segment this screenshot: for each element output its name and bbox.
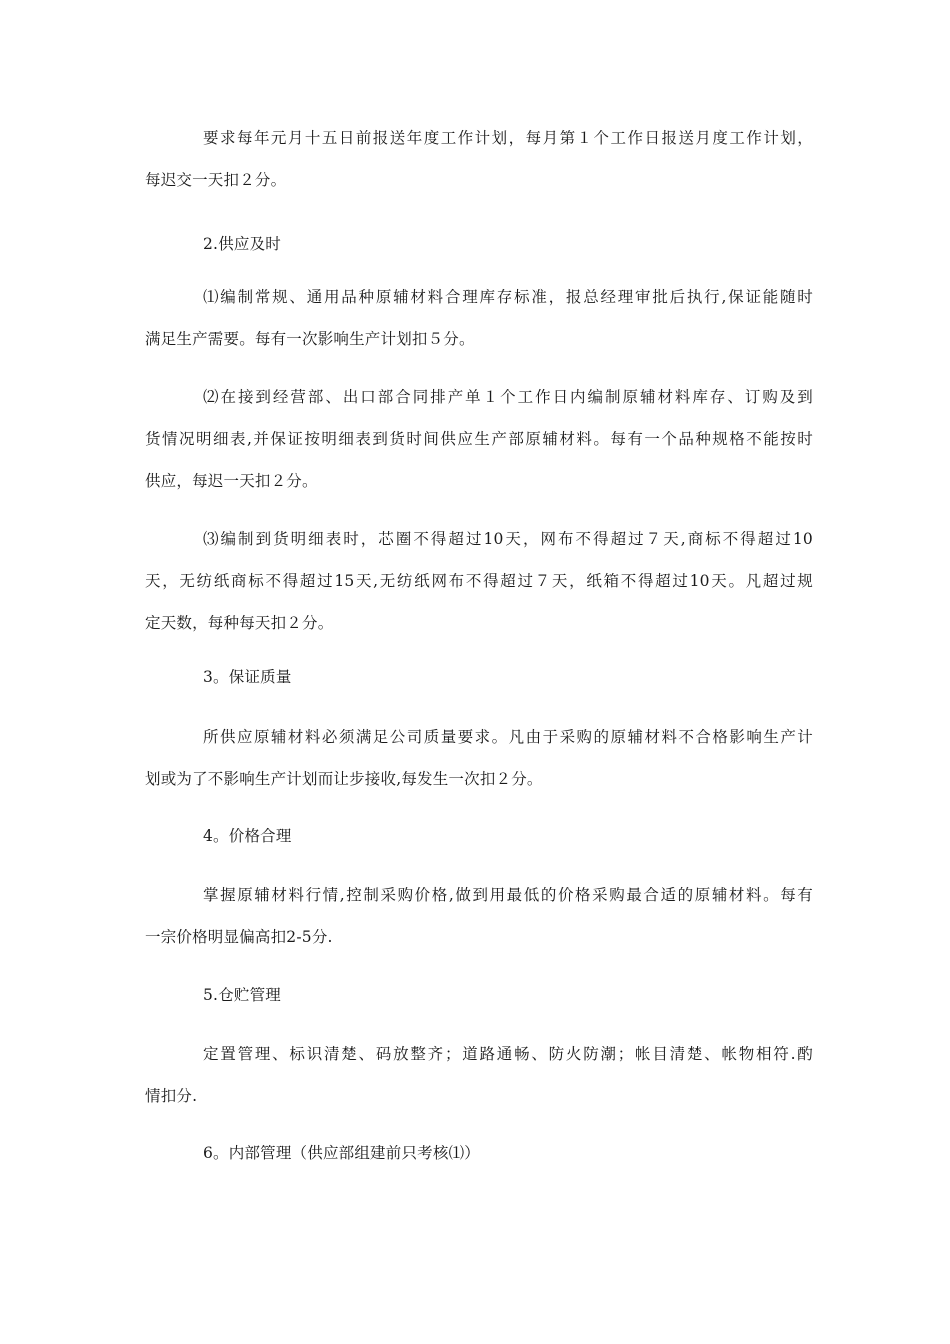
paragraph-storage [145,1033,813,1117]
paragraph-item-1 [145,276,813,360]
paragraph-plan-submission [145,117,813,201]
paragraph-item-2 [145,376,813,502]
text-line: 定天数，每种每天扣２分。 [145,614,334,632]
text-line: ⑶编制到货明细表时，芯圈不得超过10天，网布不得超过７天,商标不得超过10 [203,530,813,548]
section-heading-internal-management: 6。内部管理（供应部组建前只考核⑴） [203,1144,480,1162]
text-line: 满足生产需要。每有一次影响生产计划扣５分。 [145,330,475,348]
text-line: 一宗价格明显偏高扣2-5分. [145,928,333,946]
text-line: 要求每年元月十五日前报送年度工作计划，每月第１个工作日报送月度工作计划， [203,129,813,147]
text-line: ⑵在接到经营部、出口部合同排产单１个工作日内编制原辅材料库存、订购及到 [203,388,813,406]
section-heading-price: 4。价格合理 [203,827,292,845]
paragraph-item-3 [145,518,813,644]
text-line: 划或为了不影响生产计划而让步接收,每发生一次扣２分。 [145,770,543,788]
paragraph-price [145,874,813,958]
text-line: 供应，每迟一天扣２分。 [145,472,318,490]
text-line: 掌握原辅材料行情,控制采购价格,做到用最低的价格采购最合适的原辅材料。每有 [203,886,813,904]
text-line: 天，无纺纸商标不得超过15天,无纺纸网布不得超过７天，纸箱不得超过10天。凡超过规 [145,572,813,590]
paragraph-quality [145,716,813,800]
section-heading-storage: 5.仓贮管理 [203,986,281,1004]
text-line: ⑴编制常规、通用品种原辅材料合理库存标准，报总经理审批后执行,保证能随时 [203,288,813,306]
text-line: 定置管理、标识清楚、码放整齐；道路通畅、防火防潮；帐目清楚、帐物相符.酌 [203,1045,813,1063]
section-heading-quality: 3。保证质量 [203,668,292,686]
text-line: 每迟交一天扣２分。 [145,171,287,189]
section-heading-supply-timely: 2.供应及时 [203,235,281,253]
text-line: 所供应原辅材料必须满足公司质量要求。凡由于采购的原辅材料不合格影响生产计 [203,728,813,746]
text-line: 情扣分. [145,1087,198,1105]
text-line: 货情况明细表,并保证按明细表到货时间供应生产部原辅材料。每有一个品种规格不能按时 [145,430,813,448]
